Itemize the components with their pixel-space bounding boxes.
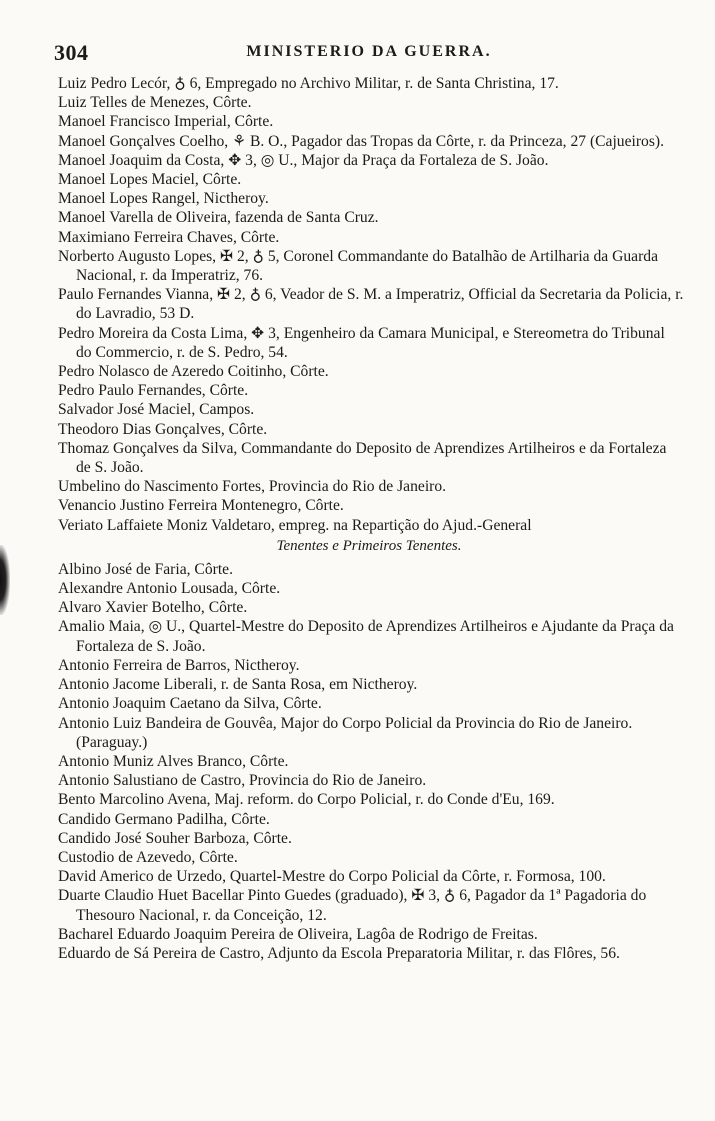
list-item: Umbelino do Nascimento Fortes, Provincia do Rio de Janeiro. [58, 478, 447, 496]
list-item: Pedro Moreira da Costa Lima, ✥ 3, Engenheiro da Camara Municipal, e Stereometra do Tribunal do Commercio, r. de S. Pedro, 54. [58, 324, 665, 361]
list-item: Theodoro Dias Gonçalves, Côrte. [58, 420, 268, 438]
page-number: 304 [54, 40, 89, 65]
page-header [54, 40, 684, 66]
list-item: Manoel Varella de Oliveira, fazenda de Santa Cruz. [58, 209, 379, 227]
list-item: Manoel Lopes Rangel, Nictheroy. [58, 190, 269, 208]
list-item: Albino José de Faria, Côrte. [58, 560, 233, 578]
list-item: Manoel Lopes Maciel, Côrte. [58, 171, 242, 189]
list-item: Thomaz Gonçalves da Silva, Commandante do Deposito de Aprendizes Artilheiros e da Fortaleza de S. João. [58, 439, 667, 477]
list-item: Custodio de Azevedo, Côrte. [58, 848, 238, 866]
list-item: Norberto Augusto Lopes, ✠ 2, ♁ 5, Coronel Commandante do Batalhão de Artilharia da Guarda Nacional, r. da Imperatriz, 76. [58, 247, 659, 285]
list-item: Maximiano Ferreira Chaves, Côrte. [58, 228, 280, 246]
list-item: Antonio Salustiano de Castro, Provincia do Rio de Janeiro. [58, 772, 427, 790]
list-item: Manoel Gonçalves Coelho, ⚘ B. O., Pagador das Tropas da Côrte, r. da Princeza, 27 (Cajueiros). [58, 132, 664, 150]
list-item: Amalio Maia, ◎ U., Quartel-Mestre do Deposito de Aprendizes Artilheiros e Ajudante da Praça da Fortaleza de S. João. [58, 618, 674, 655]
list-item: Alexandre Antonio Lousada, Côrte. [58, 580, 281, 598]
list-item: Manoel Francisco Imperial, Côrte. [58, 113, 274, 131]
list-item: Antonio Muniz Alves Branco, Côrte. [58, 752, 289, 770]
list-item: David Americo de Urzedo, Quartel-Mestre do Corpo Policial da Côrte, r. Formosa, 100. [58, 868, 606, 886]
list-item: Duarte Claudio Huet Bacellar Pinto Guedes (graduado), ✠ 3, ♁ 6, Pagador da 1ª Pagadoria do Thesouro Nacional, r. da Conceição, 12. [58, 887, 647, 924]
list-item: Eduardo de Sá Pereira de Castro, Adjunto da Escola Preparatoria Militar, r. das Flôres, 56. [58, 944, 620, 962]
list-item: Salvador José Maciel, Campos. [58, 401, 255, 419]
list-item: Venancio Justino Ferreira Montenegro, Côrte. [58, 497, 344, 515]
entries-top [54, 74, 684, 535]
page-edge-mark [0, 545, 10, 615]
list-item: Antonio Jacome Liberali, r. de Santa Rosa, em Nictheroy. [58, 676, 418, 694]
list-item: Antonio Luiz Bandeira de Gouvêa, Major do Corpo Policial da Provincia do Rio de Janeiro. (Paraguay.) [58, 714, 633, 751]
list-item: Luiz Telles de Menezes, Côrte. [58, 94, 252, 112]
list-item: Manoel Joaquim da Costa, ✥ 3, ◎ U., Major da Praça da Fortaleza de S. João. [58, 151, 549, 169]
list-item: Luiz Pedro Lecór, ♁ 6, Empregado no Archivo Militar, r. de Santa Christina, 17. [58, 75, 559, 92]
entries-list [54, 74, 684, 963]
list-item: Bacharel Eduardo Joaquim Pereira de Oliveira, Lagôa de Rodrigo de Freitas. [58, 925, 538, 943]
list-item: Bento Marcolino Avena, Maj. reform. do Corpo Policial, r. do Conde d'Eu, 169. [58, 791, 555, 809]
list-item: Alvaro Xavier Botelho, Côrte. [58, 599, 248, 617]
list-item: Candido Germano Padilha, Côrte. [58, 810, 270, 828]
list-item: Candido José Souher Barboza, Côrte. [58, 829, 292, 847]
list-item: Veriato Laffaiete Moniz Valdetaro, empreg. na Repartição do Ajud.-General [58, 516, 532, 534]
list-item: Antonio Ferreira de Barros, Nictheroy. [58, 656, 300, 674]
list-item: Pedro Paulo Fernandes, Côrte. [58, 382, 249, 400]
list-item: Pedro Nolasco de Azeredo Coitinho, Côrte. [58, 363, 329, 381]
entries-bottom [54, 560, 684, 963]
section-heading: Tenentes e Primeiros Tenentes. [276, 537, 462, 554]
list-item: Paulo Fernandes Vianna, ✠ 2, ♁ 6, Veador de S. M. a Imperatriz, Official da Secretaria da Policia, r. do Lavradio, 53 D. [58, 286, 684, 323]
list-item: Antonio Joaquim Caetano da Silva, Côrte. [58, 695, 322, 713]
running-title: MINISTERIO DA GUERRA. [246, 43, 492, 60]
